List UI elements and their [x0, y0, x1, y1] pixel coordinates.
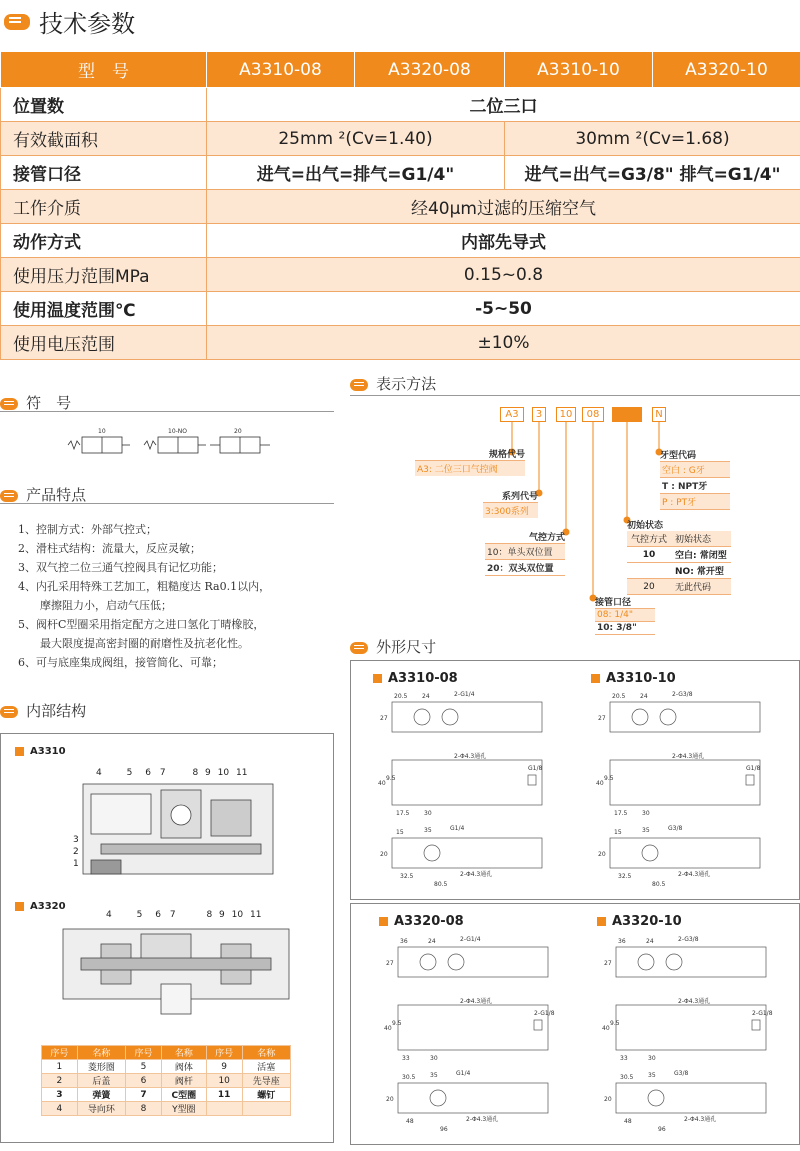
callout: 10 [231, 910, 244, 920]
page-title: 技术参数 [39, 10, 136, 38]
a3320-section-drawing [61, 924, 291, 1024]
pilot-port [746, 775, 754, 785]
port-circle [430, 1090, 446, 1106]
notation-port: 接管口径 08: 1/4" 10: 3/8" [595, 595, 655, 635]
dim-label: 2-G1/8 [534, 1010, 555, 1017]
notation-control: 气控方式 10：单头双位置 20：双头双位置 [487, 533, 565, 574]
feature-item: 3、双气控二位三通气控阀具有记忆功能； [18, 561, 223, 574]
feature-item: 6、可与底座集成阀组，接管简化、可靠； [18, 656, 223, 669]
brand-logo-icon [4, 14, 30, 30]
spec-value: ±10% [207, 326, 800, 360]
dim-label: 17.5 [614, 810, 628, 817]
notation-section-header [350, 373, 436, 393]
port-circle [660, 709, 676, 725]
bottom-view-outline [610, 838, 760, 868]
dim-label: 30 [424, 810, 432, 817]
dim-label: 20 [604, 1096, 612, 1103]
top-view-outline [398, 947, 548, 977]
parts-header-cell: 序号 [206, 1046, 242, 1060]
model-a3320-10: A3320-10 [653, 52, 800, 88]
structure-section-header [0, 700, 334, 720]
dim-label: 96 [658, 1126, 666, 1133]
parts-row: 3 弹簧 7 C型圈 11 螺钉 [42, 1088, 291, 1102]
notation-rule [350, 395, 800, 396]
dim-label: G1/8 [528, 765, 543, 772]
callout-row [106, 910, 261, 920]
dim-label: 9.5 [386, 775, 396, 782]
parts-table [41, 1045, 291, 1116]
spec-value: 0.15~0.8 [207, 258, 800, 292]
code-port: 08 [582, 407, 604, 422]
dim-label: 2-Φ4.3通孔 [678, 998, 711, 1005]
spec-value: 内部先导式 [207, 224, 800, 258]
dim-label: 40 [596, 780, 604, 787]
dim-label: 48 [624, 1118, 632, 1125]
parts-header-cell: 名称 [161, 1046, 206, 1060]
dim-label: 20 [598, 851, 606, 858]
a3310-label: A3310 [15, 746, 66, 757]
dim-title: A3320-10 [597, 914, 682, 929]
notation-spec-code: 规格代号 A3: 二位三口气控阀 [417, 450, 525, 475]
spec-value: 经40μm过滤的压缩空气 [207, 190, 800, 224]
port-circle [642, 845, 658, 861]
initial-state-table: 气控方式 初始状态 10 空白: 常闭型 NO: 常开型 20 无此代码 [627, 531, 731, 595]
structure-box [0, 733, 334, 1143]
dim-label: 40 [384, 1025, 392, 1032]
dim-label: 27 [386, 960, 394, 967]
dim-label: 2-Φ4.3通孔 [460, 871, 493, 878]
callout: 5 [126, 768, 133, 778]
parts-header-row [42, 1046, 291, 1060]
spec-label: 有效截面积 [1, 122, 207, 156]
symbol-10 [68, 437, 130, 453]
notation-title: 表示方法 [376, 375, 437, 393]
spec-value: 30mm ²(Cv=1.68) [505, 122, 800, 156]
dim-label: G1/4 [450, 825, 465, 832]
pilot-port [528, 775, 536, 785]
dimensions-title: 外形尺寸 [376, 638, 437, 656]
symbol-label: 10 [98, 428, 106, 435]
model-a3310-10: A3310-10 [505, 52, 653, 88]
callout: 1 [73, 859, 79, 869]
dim-label: 2-G1/8 [752, 1010, 773, 1017]
side-view-outline [610, 760, 760, 805]
dim-title: A3310-08 [373, 671, 458, 686]
dim-label: 35 [424, 827, 432, 834]
dim-label: 20 [380, 851, 388, 858]
side-view-outline [392, 760, 542, 805]
parts-row: 2 后盖 6 阀杆 10 先导座 [42, 1074, 291, 1088]
features-section-header [0, 484, 334, 504]
features-title: 产品特点 [26, 486, 87, 504]
callout: 2 [73, 847, 79, 857]
dim-label: 2-G3/8 [672, 691, 693, 698]
spec-value: 25mm ²(Cv=1.40) [207, 122, 505, 156]
spec-table [0, 51, 800, 360]
top-view-outline [616, 947, 766, 977]
dim-label: 30 [430, 1055, 438, 1062]
model-a3320-08: A3320-08 [355, 52, 505, 88]
spec-row [1, 326, 800, 360]
dim-title: A3320-08 [379, 914, 464, 929]
dim-label: 24 [640, 693, 648, 700]
callout: 8 [192, 768, 199, 778]
callout: 11 [249, 910, 262, 920]
dim-label: 2-G1/4 [460, 936, 481, 943]
spec-value: 二位三口 [207, 88, 800, 122]
square-bullet-icon [15, 747, 24, 756]
dim-label: 30 [642, 810, 650, 817]
port-circle [666, 954, 682, 970]
spec-label: 接管口径 [1, 156, 207, 190]
code-series: 3 [532, 407, 546, 422]
callout: 4 [106, 910, 112, 920]
spec-label: 使用温度范围℃ [1, 292, 207, 326]
symbol-label: 20 [234, 428, 242, 435]
spec-label: 使用压力范围MPa [1, 258, 207, 292]
pilot-port [752, 1020, 760, 1030]
spec-row [1, 292, 800, 326]
top-view-outline [392, 702, 542, 732]
feature-item: 4、内孔采用特殊工艺加工，粗糙度达 Ra0.1以内， [18, 580, 271, 593]
dim-label: 24 [646, 938, 654, 945]
dim-label: 30.5 [402, 1074, 416, 1081]
dim-label: 2-Φ4.3通孔 [684, 1116, 717, 1123]
dim-label: 36 [400, 938, 408, 945]
valve-symbols [60, 425, 290, 470]
spec-header-row [1, 52, 800, 88]
dim-label: 36 [618, 938, 626, 945]
feature-item: 2、滑柱式结构：流量大，反应灵敏； [18, 542, 201, 555]
port-circle [442, 709, 458, 725]
dim-label: G3/8 [668, 825, 683, 832]
port-circle [414, 709, 430, 725]
callout: 6 [155, 910, 161, 920]
dimension-drawings [350, 660, 800, 1148]
side-view-outline [398, 1005, 548, 1050]
dim-label: 32.5 [618, 873, 632, 880]
dim-label: 40 [602, 1025, 610, 1032]
callout: 3 [73, 835, 79, 845]
symbol-label: 10-NO [168, 428, 188, 435]
dimensions-section-header [350, 636, 436, 656]
dim-label: 20 [386, 1096, 394, 1103]
dim-label: 80.5 [434, 881, 448, 888]
spec-label: 工作介质 [1, 190, 207, 224]
feature-item: 1、控制方式：外部气控式； [18, 523, 157, 536]
page-header [4, 4, 136, 38]
model-label: 型 号 [1, 52, 207, 88]
callout-col [73, 834, 79, 870]
callout: 9 [219, 910, 225, 920]
dim-label: 24 [422, 693, 430, 700]
dim-label: 20.5 [612, 693, 626, 700]
structure-title: 内部结构 [26, 702, 87, 720]
dim-label: 2-Φ4.3通孔 [672, 753, 705, 760]
parts-header-cell: 名称 [77, 1046, 125, 1060]
symbol-section-header [0, 392, 334, 412]
dim-label: 17.5 [396, 810, 410, 817]
feature-item: 最大限度提高密封圈的耐磨性及抗老化性。 [18, 637, 249, 650]
dim-label: 9.5 [610, 1020, 620, 1027]
dim-label: 9.5 [392, 1020, 402, 1027]
dim-label: 80.5 [652, 881, 666, 888]
dim-label: 30.5 [620, 1074, 634, 1081]
dim-label: G1/8 [746, 765, 761, 772]
callout: 11 [235, 768, 248, 778]
dim-label: 2-G1/4 [454, 691, 475, 698]
a3320-label: A3320 [15, 901, 66, 912]
notation-initial: 初始状态 气控方式 初始状态 10 空白: 常闭型 NO: 常开型 20 无此代码 [627, 518, 731, 595]
spec-row [1, 258, 800, 292]
spec-value: -5~50 [207, 292, 800, 326]
port-circle [448, 954, 464, 970]
port-circle [424, 845, 440, 861]
dim-label: 2-Φ4.3通孔 [466, 1116, 499, 1123]
parts-header-cell: 序号 [126, 1046, 162, 1060]
code-a3: A3 [500, 407, 524, 422]
spec-row [1, 224, 800, 258]
spec-table-wrap [0, 51, 800, 360]
dim-label: G3/8 [674, 1070, 689, 1077]
dim-label: 30 [648, 1055, 656, 1062]
dim-label: 32.5 [400, 873, 414, 880]
section-logo-icon [0, 706, 18, 718]
bottom-view-outline [398, 1083, 548, 1113]
section-logo-icon [0, 398, 18, 410]
callout-row [96, 768, 247, 778]
features-list [18, 520, 338, 672]
symbol-title: 符 号 [26, 394, 72, 412]
parts-row: 4 导向环 8 Y型圈 [42, 1102, 291, 1116]
feature-item: 摩擦阻力小，启动气压低； [18, 599, 172, 612]
callout: 5 [136, 910, 143, 920]
section-logo-icon [350, 642, 368, 654]
spec-value: 进气=出气=G3/8" 排气=G1/4" [505, 156, 800, 190]
spec-row [1, 156, 800, 190]
callout: 7 [159, 768, 166, 778]
spec-row [1, 190, 800, 224]
dim-label: 35 [430, 1072, 438, 1079]
spec-label: 位置数 [1, 88, 207, 122]
port-circle [632, 709, 648, 725]
callout: 10 [217, 768, 230, 778]
symbol-20 [210, 437, 270, 453]
parts-header-cell: 名称 [242, 1046, 291, 1060]
dim-label: 15 [396, 829, 404, 836]
section-logo-icon [0, 490, 18, 502]
a3310-section-drawing [61, 760, 291, 890]
dim-title: A3310-10 [591, 671, 676, 686]
dim-label: 35 [648, 1072, 656, 1079]
parts-row: 1 菱形圈 5 阀体 9 活塞 [42, 1060, 291, 1074]
port-circle [638, 954, 654, 970]
dim-label: 33 [620, 1055, 628, 1062]
dim-label: 40 [378, 780, 386, 787]
callout: 8 [206, 910, 213, 920]
spec-label: 动作方式 [1, 224, 207, 258]
parts-header-cell: 序号 [42, 1046, 78, 1060]
top-view-outline [610, 702, 760, 732]
bottom-view-outline [392, 838, 542, 868]
dim-label: 48 [406, 1118, 414, 1125]
spec-value: 进气=出气=排气=G1/4" [207, 156, 505, 190]
bottom-view-outline [616, 1083, 766, 1113]
model-a3310-08: A3310-08 [207, 52, 355, 88]
dim-label: 2-G3/8 [678, 936, 699, 943]
dim-label: 27 [380, 715, 388, 722]
dim-label: 15 [614, 829, 622, 836]
dim-label: 2-Φ4.3通孔 [460, 998, 493, 1005]
callout: 6 [145, 768, 151, 778]
dim-label: G1/4 [456, 1070, 471, 1077]
callout: 7 [169, 910, 176, 920]
code-control: 10 [556, 407, 576, 422]
spec-row [1, 88, 800, 122]
code-thread: N [652, 407, 666, 422]
spec-label: 使用电压范围 [1, 326, 207, 360]
square-bullet-icon [15, 902, 24, 911]
callout: 4 [96, 768, 102, 778]
dim-label: 2-Φ4.3通孔 [678, 871, 711, 878]
side-view-outline [616, 1005, 766, 1050]
callout: 9 [205, 768, 211, 778]
notation-series-code: 系列代号 3:300系列 [485, 492, 538, 517]
symbol-10-no [144, 437, 206, 453]
dim-label: 27 [598, 715, 606, 722]
dim-label: 24 [428, 938, 436, 945]
dim-label: 96 [440, 1126, 448, 1133]
port-circle [648, 1090, 664, 1106]
dim-label: 9.5 [604, 775, 614, 782]
feature-item: 5、阀杆C型圈采用指定配方之进口氢化丁晴橡胶， [18, 618, 265, 631]
spec-row [1, 122, 800, 156]
dim-label: 33 [402, 1055, 410, 1062]
dim-label: 27 [604, 960, 612, 967]
pilot-port [534, 1020, 542, 1030]
dim-label: 2-Φ4.3通孔 [454, 753, 487, 760]
dim-label: 35 [642, 827, 650, 834]
notation-thread: 牙型代码 空白 : G牙 T : NPT牙 P : PT牙 [660, 448, 730, 510]
section-logo-icon [350, 379, 368, 391]
port-circle [420, 954, 436, 970]
dim-label: 20.5 [394, 693, 408, 700]
